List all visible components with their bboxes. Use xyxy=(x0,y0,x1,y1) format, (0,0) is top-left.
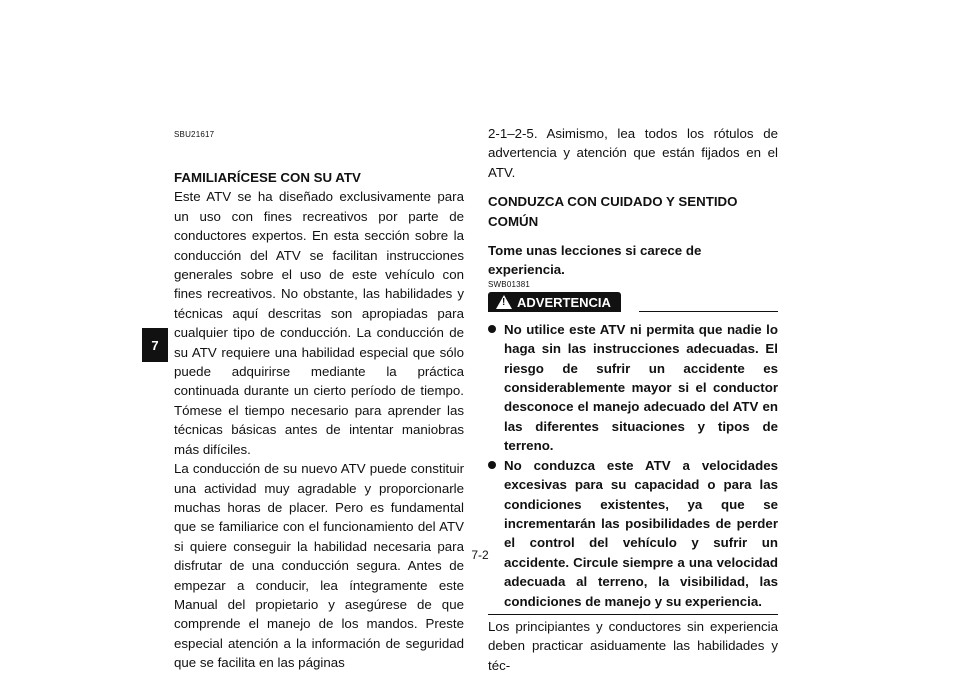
section-code: SBU21617 xyxy=(174,130,215,139)
bullet-icon xyxy=(488,325,496,333)
warning-text: No conduzca este ATV a velocidades excesivas para su capacidad o para las condiciones existentes, ya que se incrementarán las posibilidades de perder el control del vehículo y sufrir un accidente. Circule siempre a una velocidad adecuada al terreno, la visibilidad, las condiciones de manejo y su experiencia. xyxy=(504,457,778,609)
warning-header xyxy=(488,292,778,312)
warning-text: No utilice este ATV ni permita que nadie lo haga sin las instrucciones adecuadas. El riesgo de sufrir un accidente es considerablemente mayor si el conductor desconoce el manejo adecuado del ATV en las diferentes situaciones y tipos de terreno. xyxy=(504,321,778,454)
warning-item xyxy=(488,320,778,456)
warning-list xyxy=(488,320,778,611)
right-column xyxy=(488,124,778,675)
warning-label: ADVERTENCIA xyxy=(517,294,611,310)
closing-paragraph: Los principiantes y conductores sin experiencia deben practicar asiduamente las habilidades y téc- xyxy=(488,618,778,673)
familiarize-paragraph: La conducción de su nuevo ATV puede constituir una actividad muy agradable y proporcionarle muchas horas de placer. Pero es fundamental que se familiarice con el funcionamiento del ATV si quiere conseguir la habilidad necesaria para disfrutar de una conducción segura. Antes de empezar a conducir, lea íntegramente este Manual del propietario y asegúrese de que comprende el manejo de los mandos. Preste especial atención a la información de seguridad que se facilita en las páginas xyxy=(174,461,464,671)
left-column xyxy=(174,130,464,673)
continuation-paragraph: 2-1–2-5. Asimismo, lea todos los rótulos de advertencia y atención que están fijados en el ATV. xyxy=(488,126,778,180)
warning-code: SWB01381 xyxy=(488,279,531,289)
warning-item xyxy=(488,456,778,611)
intro-paragraph: Este ATV se ha diseñado exclusivamente para un uso con fines recreativos por parte de conductores expertos. En esta sección sobre la conducción del ATV se facilitan instrucciones generales sobre el uso de este vehículo con fines recreativos. No obstante, las habilidades y técnicas aquí descritas son apropiadas para cualquier tipo de conducción. La conducción de su ATV requiere una habilidad especial que sólo puede adquirirse mediante la práctica continuada durante un cierto período de tiempo. Tómese el tiempo necesario para aprender las técnicas básicas antes de intentar maniobras más difíciles. xyxy=(174,189,464,457)
warning-label-box xyxy=(488,292,621,312)
subheading: Tome unas lecciones si carece de experiencia. xyxy=(488,243,702,278)
section-heading: FAMILIARÍCESE CON SU ATV xyxy=(174,170,361,185)
warning-end-rule xyxy=(488,614,778,615)
chapter-tab: 7 xyxy=(142,328,168,362)
section-heading-2: CONDUZCA CON CUIDADO Y SENTIDO COMÚN xyxy=(488,194,738,229)
warning-divider xyxy=(639,310,778,312)
page-number: 7-2 xyxy=(471,548,489,562)
warning-triangle-icon: ! xyxy=(496,295,512,309)
bullet-icon xyxy=(488,461,496,469)
